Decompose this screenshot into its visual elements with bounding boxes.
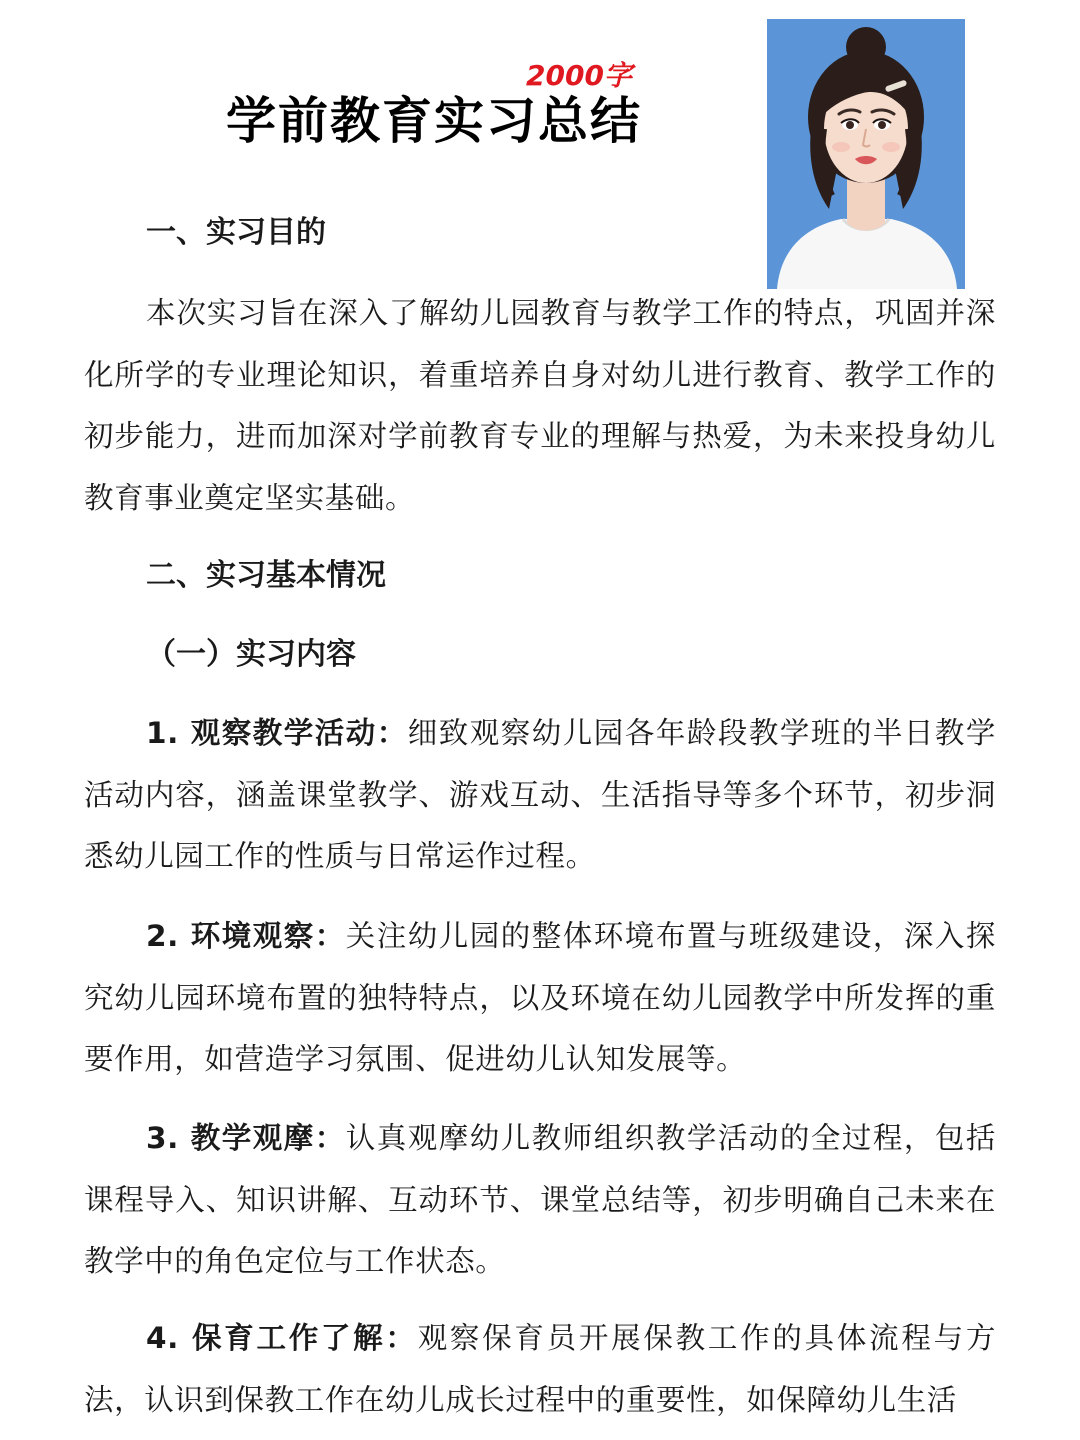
portrait-photo [767,19,965,289]
section-heading-basic-info: 二、实习基本情况 [146,558,386,593]
list-item [84,703,996,888]
list-item-lead: 2. 环境观察： [146,919,346,953]
list-item-text: 观察保育员开展保教工作的具体流程与方法，认识到保教工作在幼儿成长过程中的重要性，如保障幼儿生活 [84,1321,996,1417]
list-item [84,1108,996,1293]
word-count-note: 2000字 [526,59,632,92]
list-item-text: 细致观察幼儿园各年龄段教学班的半日教学活动内容，涵盖课堂教学、游戏互动、生活指导等多个环节，初步洞悉幼儿园工作的性质与日常运作过程。 [84,716,996,873]
section-heading-purpose: 一、实习目的 [146,215,326,250]
list-item-text: 关注幼儿园的整体环境布置与班级建设，深入探究幼儿园环境布置的独特特点，以及环境在幼儿园教学中所发挥的重要作用，如营造学习氛围、促进幼儿认知发展等。 [84,919,996,1076]
purpose-paragraph: 本次实习旨在深入了解幼儿园教育与教学工作的特点，巩固并深化所学的专业理论知识，着重培养自身对幼儿进行教育、教学工作的初步能力，进而加深对学前教育专业的理解与热爱，为未来投身幼儿教育事业奠定坚实基础。 [84,296,996,515]
subsection-heading-content: （一）实习内容 [146,637,356,672]
list-item [84,1308,996,1431]
list-item-text: 认真观摩幼儿教师组织教学活动的全过程，包括课程导入、知识讲解、互动环节、课堂总结等，初步明确自己未来在教学中的角色定位与工作状态。 [84,1121,996,1278]
list-item-lead: 3. 教学观摩： [146,1121,346,1155]
list-item-lead: 4. 保育工作了解： [146,1321,418,1355]
list-item [84,906,996,1091]
page-title: 学前教育实习总结 [226,92,642,150]
list-item-lead: 1. 观察教学活动： [146,716,408,750]
